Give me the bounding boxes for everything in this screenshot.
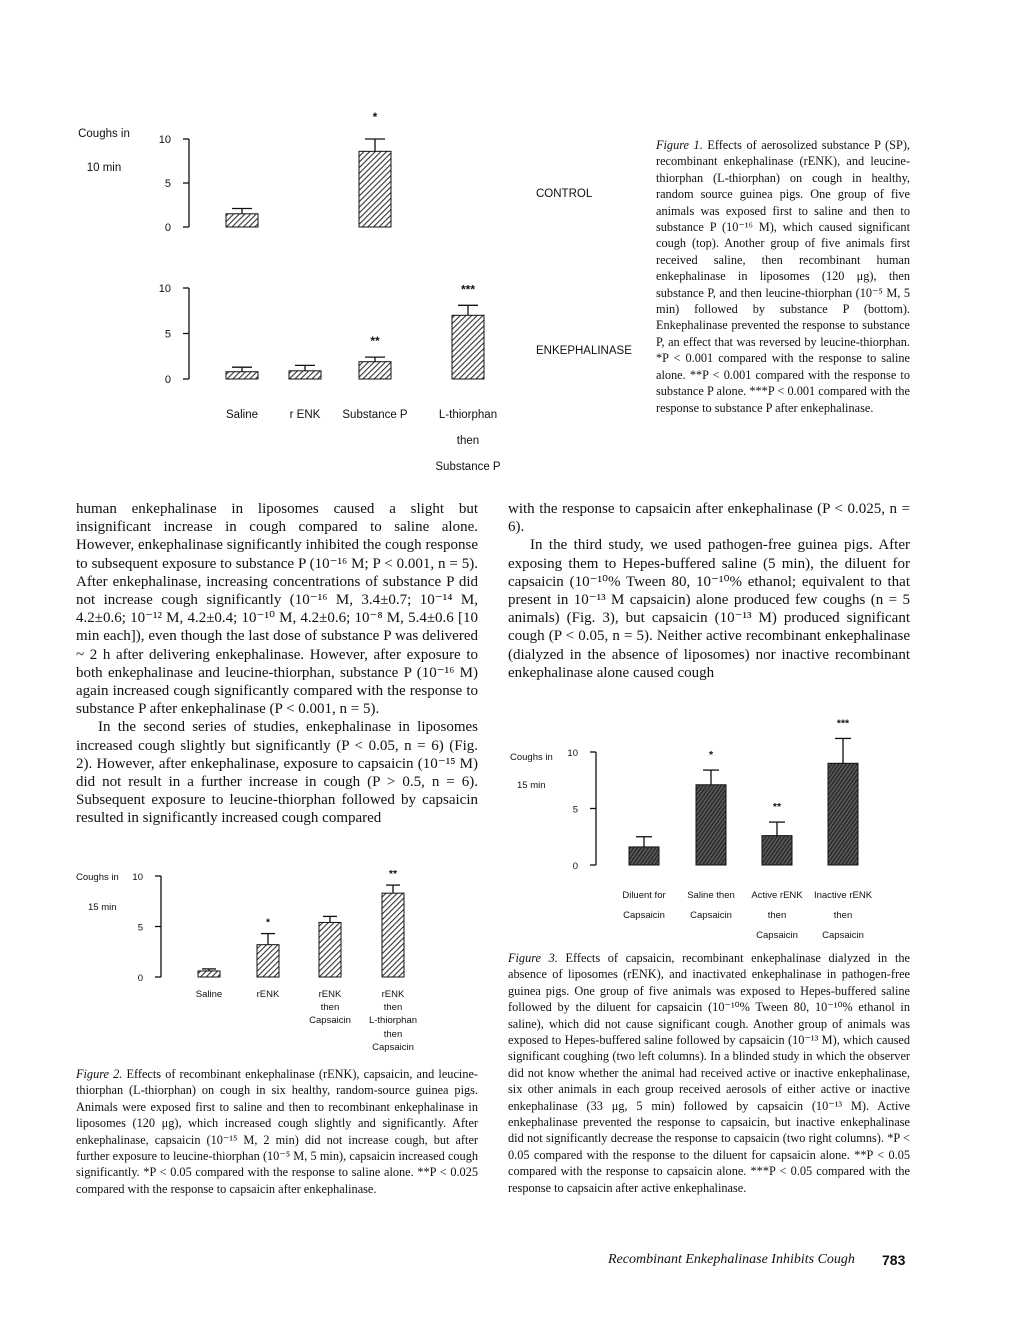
- fig1-control-tick-label-5: 5: [164, 178, 171, 190]
- figure-1-caption-label: Figure 1.: [656, 138, 703, 152]
- fig3-annotation-3: ***: [836, 717, 850, 730]
- page-number: 783: [882, 1252, 906, 1268]
- figure-1-ylabel-line2: 10 min: [86, 162, 122, 174]
- fig3-tick-label-5: 5: [572, 804, 578, 816]
- fig1-x-label-2-line-0: Substance P: [342, 409, 408, 421]
- figure-3-ylabel-line1: Coughs in: [510, 752, 553, 763]
- fig3-x-label-0-line-1: Capsaicin: [623, 910, 665, 921]
- fig1-control-annotation-2: *: [372, 110, 378, 124]
- fig3-x-label-3: [803, 886, 883, 946]
- figure-3-caption: [508, 950, 910, 1196]
- fig2-x-label-1-line-0: rENK: [256, 989, 280, 1000]
- fig1-enk-tick-label-0: 0: [164, 374, 171, 386]
- fig3-tick-label-10: 10: [567, 748, 578, 759]
- fig3-bar-2: [762, 836, 792, 865]
- fig2-x-label-3-line-1: then: [383, 1002, 403, 1014]
- fig2-tick-label-0: 0: [137, 973, 143, 984]
- fig1-enk-annotation-2: **: [370, 334, 380, 349]
- fig2-x-label-2-line-1: then: [320, 1002, 340, 1014]
- fig3-x-label-2-line-2: Capsaicin: [756, 930, 798, 941]
- fig2-x-label-0-line-0: Saline: [195, 989, 223, 1000]
- figure-1-ylabel-line1: Coughs in: [78, 128, 130, 140]
- fig2-tick-label-10: 10: [132, 872, 143, 883]
- fig2-bar-3: [382, 893, 404, 977]
- fig3-annotation-1: *: [708, 749, 714, 762]
- fig3-bar-0: [629, 847, 659, 865]
- fig2-bar-1: [257, 945, 279, 977]
- figure-2-caption-text: Effects of recombinant enkephalinase (rENK), capsaicin, and leucine-thiorphan (L-thiorphan) on cough in six healthy, random-source guinea pigs. Animals were exposed first to saline and then to recombinant enkephalinase in liposomes (120 μg), which increased cough slightly and significantly. After enkephalinase, capsaicin (10⁻¹⁵ M, 2 min) did not increase cough, but after further exposure to leucine-thiorphan (10⁻⁵ M, 5 min), capsaicin increased cough significantly. *P < 0.05 compared with the response to saline alone. **P < 0.025 compared with the response to capsaicin after enkephalinase.: [76, 1067, 479, 1196]
- fig3-bar-3: [828, 763, 858, 865]
- fig1-x-label-3-line-1: then: [456, 435, 480, 447]
- fig1-control-tick-label-10: 10: [158, 134, 171, 146]
- fig2-x-label-3-line-4: Capsaicin: [372, 1041, 414, 1053]
- fig2-x-label-3-line-2: L-thiorphan: [368, 1015, 418, 1027]
- fig3-x-label-3-line-1: then: [833, 910, 853, 921]
- fig2-bar-0: [198, 971, 220, 977]
- figure-3-caption-label: Figure 3.: [508, 951, 558, 965]
- fig2-x-label-2-line-2: Capsaicin: [309, 1015, 351, 1027]
- fig2-annotation-3: **: [388, 868, 398, 881]
- fig2-tick-label-5: 5: [137, 922, 143, 934]
- figure-3-ylabel-line2: 15 min: [517, 780, 546, 791]
- fig3-bar-1: [696, 785, 726, 865]
- fig2-x-label-3-line-0: rENK: [381, 989, 405, 1000]
- fig1-enk-tick-label-10: 10: [158, 283, 171, 295]
- figure-1-panel-label-enkephalinase: ENKEPHALINASE: [536, 345, 632, 357]
- fig3-annotation-2: **: [772, 801, 782, 814]
- fig2-x-label-2-line-0: rENK: [318, 989, 342, 1000]
- fig2-x-label-3-line-3: then: [383, 1028, 403, 1040]
- fig3-x-label-1-line-1: Capsaicin: [690, 910, 732, 921]
- right-paragraph-2: In the third study, we used pathogen-free guinea pigs. After exposing them to Hepes-buffered saline (5 min), the diluent for capsaicin (10⁻¹⁰% Tween 80, 10⁻¹⁰% ethanol; equivalent to that present in 10⁻¹³ M capsaicin) alone produced few coughs (n = 5 animals) (Fig. 3), but capsaicin (10⁻¹³ M) produced significant cough (P < 0.05, n = 5). Neither active recombinant enkephalinase (dialyzed in the absence of liposomes) nor inactive recombinant enkephalinase alone caused cough: [508, 537, 910, 681]
- figure-1-panel-label-control: CONTROL: [536, 188, 593, 200]
- fig2-annotation-1: *: [265, 916, 271, 929]
- fig1-control-tick-label-0: 0: [164, 222, 171, 234]
- right-paragraph-1: with the response to capsaicin after enkephalinase (P < 0.025, n = 6).: [508, 501, 910, 536]
- figure-3-caption-text: Effects of capsaicin, recombinant enkephalinase dialyzed in the absence of liposomes (rENK), and inactivated enkephalinase in pathogen-free guinea pigs. One group of five animals was exposed to Hepes-buffered saline followed by the diluent for capsaicin (10⁻¹⁰% Tween 80, 10⁻¹⁰% ethanol in saline), which did not cause significant cough. Another group of animals was exposed to Hepes-buffered saline followed by capsaicin (10⁻¹³ M), which caused significant coughing (two left columns). In a blinded study in which the observer did not know whether the animal had received active or inactive enkephalinase, six other animals in each group received aerosols of either active or inactive enkephalinase (33 μg, 5 min) followed by capsaicin (10⁻¹³ M). Active enkephalinase prevented the response to capsaicin, but inactive enkephalinase did not significantly decrease the response to capsaicin (two right columns). *P < 0.05 compared with the response to the diluent for capsaicin alone. **P < 0.05 compared with the response to capsaicin alone. ***P < 0.05 compared with the response to capsaicin after active enkephalinase.: [508, 951, 910, 1195]
- fig3-x-label-0-line-0: Diluent for: [622, 890, 666, 901]
- fig3-x-label-2-line-1: then: [767, 910, 787, 921]
- left-paragraph-1: human enkephalinase in liposomes caused a slight but insignificant increase in cough compared to saline alone. However, enkephalinase significantly inhibited the cough response to subsequent exposure to substance P (10⁻¹⁶ M; P < 0.001, n = 5). After enkephalinase, increasing concentrations of substance P did not increase cough significantly (10⁻¹⁶ M, 3.4±0.7; 10⁻¹⁴ M, 4.2±0.6; 10⁻¹² M, 4.2±0.4; 10⁻¹⁰ M, 4.2±0.6; 10⁻⁸ M, 5.4±0.6 [10 min each]), even though the last dose of substance P was delivered ~ 2 h after delivering enkephalinase. However, after exposure to both enkephalinase and leucine-thiorphan, substance P (10⁻¹⁶ M) again increased cough significantly compared with the response to substance P after enkephalinase (P < 0.001, n = 5).: [76, 501, 478, 718]
- fig2-x-label-3: [348, 988, 438, 1054]
- figure-2-caption: [76, 1066, 478, 1197]
- figure-2-ylabel-line2: 15 min: [88, 902, 117, 913]
- fig1-x-label-0-line-0: Saline: [226, 409, 258, 421]
- fig3-x-label-2-line-0: Active rENK: [751, 890, 803, 901]
- fig1-x-label-1-line-0: r ENK: [289, 409, 321, 421]
- fig3-x-label-1-line-0: Saline then: [687, 890, 735, 901]
- fig1-enk-tick-label-5: 5: [164, 328, 171, 341]
- fig3-x-label-3-line-0: Inactive rENK: [813, 890, 873, 901]
- fig1-enk-annotation-3: ***: [460, 282, 476, 297]
- figure-2-ylabel-line1: Coughs in: [76, 872, 119, 883]
- fig1-x-label-3-line-2: Substance P: [435, 461, 501, 473]
- fig2-bar-2: [319, 922, 341, 977]
- fig3-x-label-3-line-2: Capsaicin: [822, 930, 864, 941]
- left-paragraph-2: In the second series of studies, enkephalinase in liposomes increased cough slightly but significantly (P < 0.05, n = 6) (Fig. 2). However, after enkephalinase, exposure to capsaicin (10⁻¹⁵ M) did not result in a further increase in cough (P > 0.5, n = 6). Subsequent exposure to leucine-thiorphan followed by capsaicin resulted in significantly increased cough compared: [76, 719, 478, 827]
- figure-2-caption-label: Figure 2.: [76, 1067, 123, 1081]
- fig3-tick-label-0: 0: [572, 861, 578, 872]
- fig1-x-label-3-line-0: L-thiorphan: [438, 409, 498, 421]
- figure-1-caption-text: Effects of aerosolized substance P (SP), recombinant enkephalinase (rENK), and leucine-thiorphan (L-thiorphan) on cough in healthy, random source guinea pigs. One group of five animals was exposed first to saline and then to substance P (10⁻¹⁶ M), which caused significant cough (top). Another group of five animals first received saline, then recombinant human enkephalinase in liposomes (120 μg), then substance P, and then leucine-thiorphan (10⁻⁵ M, 5 min) followed by substance P (bottom). Enkephalinase prevented the response to substance P, an effect that was reversed by leucine-thiorphan. *P < 0.001 compared with the response to saline alone. **P < 0.001 compared with the response to substance P alone. ***P < 0.001 compared with the response to substance P after enkephalinase.: [656, 138, 910, 415]
- running-title: Recombinant Enkephalinase Inhibits Cough: [608, 1252, 855, 1267]
